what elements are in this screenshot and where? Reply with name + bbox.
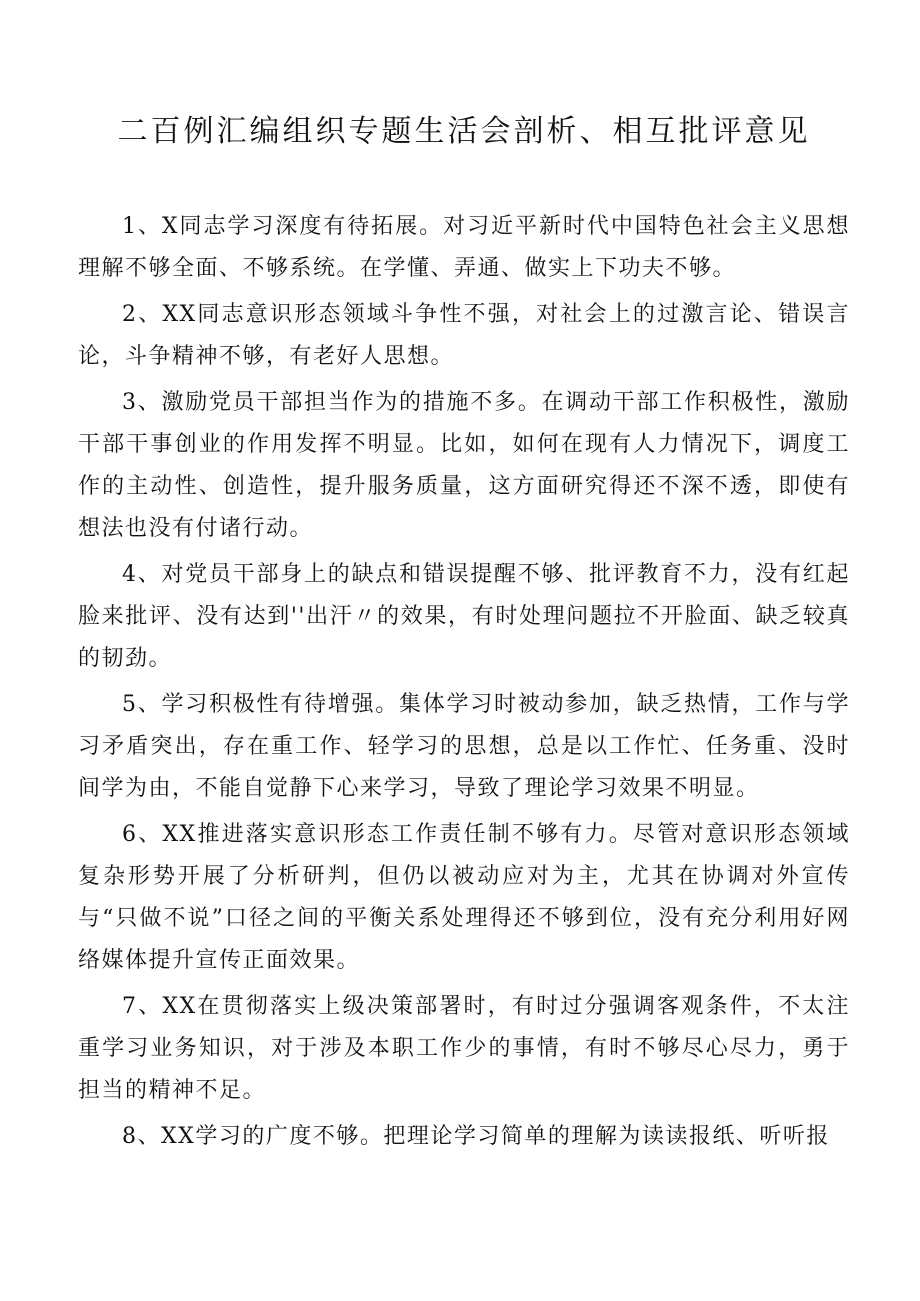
paragraph-2: 2、XX同志意识形态领域斗争性不强，对社会上的过激言论、错误言论，斗争精神不够，有老好人思想。 bbox=[78, 302, 850, 369]
paragraph-6: 6、XX推进落实意识形态工作责任制不够有力。尽管对意识形态领域复杂形势开展了分析研判，但仍以被动应对为主，尤其在协调对外宣传与“只做不说”口径之间的平衡关系处理得还不够到位，没有充分利用好网络媒体提升宣传正面效果。 bbox=[78, 822, 850, 973]
paragraph-4: 4、对党员干部身上的缺点和错误提醒不够、批评教育不力，没有红起脸来批评、没有达到''出汗〃的效果，有时处理问题拉不开脸面、缺乏较真的韧劲。 bbox=[78, 562, 850, 671]
document-title: 二百例汇编组织专题生活会剖析、相互批评意见 bbox=[117, 114, 811, 149]
paragraph-1: 1、X同志学习深度有待拓展。对习近平新时代中国特色社会主义思想理解不够全面、不够系统。在学懂、弄通、做实上下功夫不够。 bbox=[78, 214, 850, 281]
paragraph-5: 5、学习积极性有待增强。集体学习时被动参加，缺乏热情，工作与学习矛盾突出，存在重工作、轻学习的思想，总是以工作忙、任务重、没时间学为由，不能自觉静下心来学习，导致了理论学习效果不明显。 bbox=[78, 692, 850, 801]
paragraph-8: 8、XX学习的广度不够。把理论学习简单的理解为读读报纸、听听报 bbox=[122, 1124, 830, 1149]
paragraph-7: 7、XX在贯彻落实上级决策部署时，有时过分强调客观条件，不太注重学习业务知识，对于涉及本职工作少的事情，有时不够尽心尽力，勇于担当的精神不足。 bbox=[78, 994, 850, 1103]
paragraph-3: 3、激励党员干部担当作为的措施不多。在调动干部工作积极性，激励干部干事创业的作用发挥不明显。比如，如何在现有人力情况下，调度工作的主动性、创造性，提升服务质量，这方面研究得还不深不透，即使有想法也没有付诸行动。 bbox=[78, 390, 850, 541]
